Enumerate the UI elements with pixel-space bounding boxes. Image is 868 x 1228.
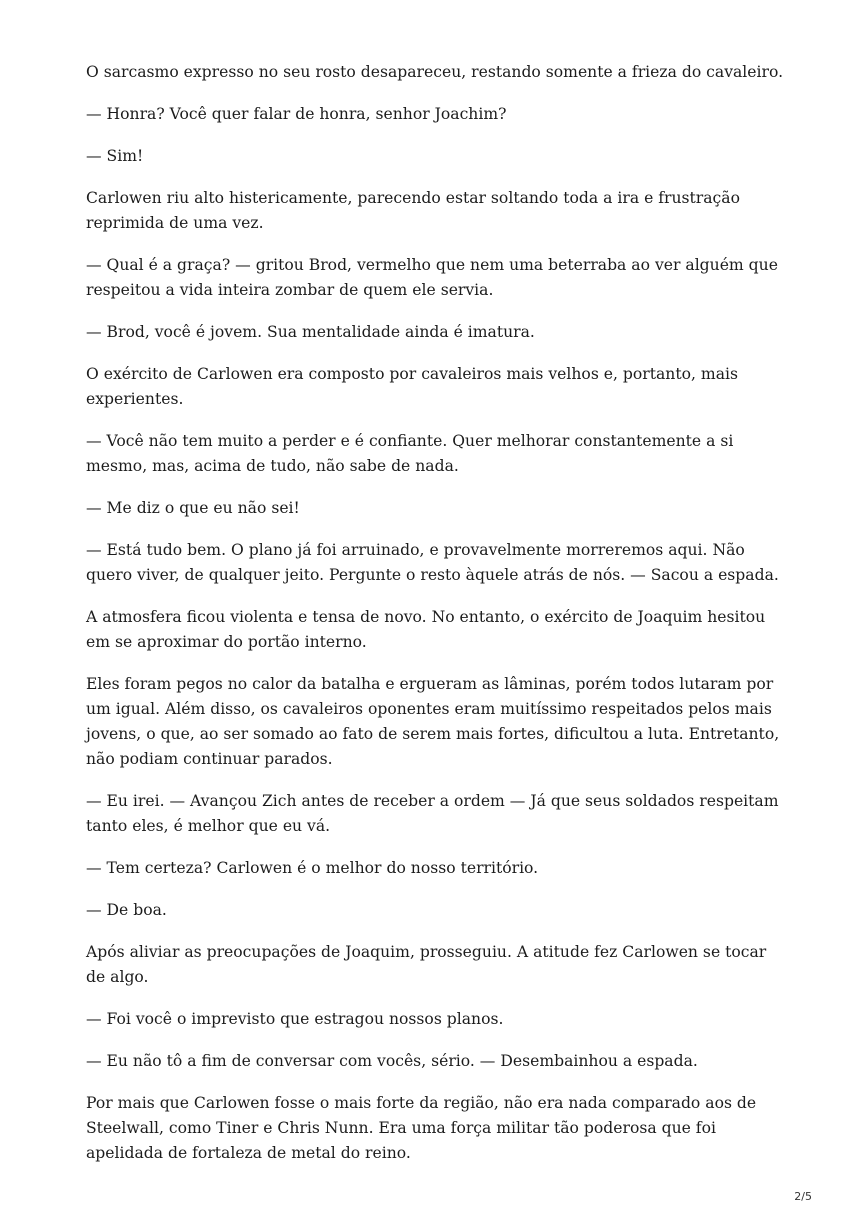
- paragraph: Após aliviar as preocupações de Joaquim, prosseguiu. A atitude fez Carlowen se tocar de algo.: [86, 943, 767, 986]
- paragraph: Carlowen riu alto histericamente, parecendo estar soltando toda a ira e frustração reprimida de uma vez.: [86, 189, 740, 232]
- page-number: 2/5: [794, 1190, 812, 1203]
- document-body: [86, 60, 786, 1183]
- paragraph: — Está tudo bem. O plano já foi arruinado, e provavelmente morreremos aqui. Não quero viver, de qualquer jeito. Pergunte o resto àquele atrás de nós. — Sacou a espada.: [86, 541, 779, 584]
- paragraph: — Brod, você é jovem. Sua mentalidade ainda é imatura.: [86, 323, 535, 341]
- paragraph: — Você não tem muito a perder e é confiante. Quer melhorar constantemente a si mesmo, mas, acima de tudo, não sabe de nada.: [86, 432, 734, 475]
- paragraph: — Tem certeza? Carlowen é o melhor do nosso território.: [86, 859, 539, 877]
- paragraph: — Qual é a graça? — gritou Brod, vermelho que nem uma beterraba ao ver alguém que respeitou a vida inteira zombar de quem ele servia.: [86, 256, 778, 299]
- paragraph: — De boa.: [86, 901, 167, 919]
- paragraph: — Me diz o que eu não sei!: [86, 499, 300, 517]
- paragraph: — Foi você o imprevisto que estragou nossos planos.: [86, 1010, 504, 1028]
- paragraph: — Sim!: [86, 147, 144, 165]
- paragraph: O sarcasmo expresso no seu rosto desapareceu, restando somente a frieza do cavaleiro.: [86, 63, 784, 81]
- paragraph: Por mais que Carlowen fosse o mais forte da região, não era nada comparado aos de Steelwall, como Tiner e Chris Nunn. Era uma força militar tão poderosa que foi apelidada de fortaleza de metal do reino.: [86, 1094, 757, 1162]
- paragraph: — Honra? Você quer falar de honra, senhor Joachim?: [86, 105, 507, 123]
- paragraph: — Eu não tô a fim de conversar com vocês, sério. — Desembainhou a espada.: [86, 1052, 698, 1070]
- paragraph: A atmosfera ficou violenta e tensa de novo. No entanto, o exército de Joaquim hesitou em se aproximar do portão interno.: [86, 608, 766, 651]
- paragraph: — Eu irei. — Avançou Zich antes de receber a ordem — Já que seus soldados respeitam tanto eles, é melhor que eu vá.: [86, 792, 779, 835]
- paragraph: Eles foram pegos no calor da batalha e ergueram as lâminas, porém todos lutaram por um igual. Além disso, os cavaleiros oponentes eram muitíssimo respeitados pelos mais jovens, o que, ao ser somado ao fato de serem mais fortes, dificultou a luta. Entretanto, não podiam continuar parados.: [86, 675, 780, 768]
- paragraph: O exército de Carlowen era composto por cavaleiros mais velhos e, portanto, mais experientes.: [86, 365, 738, 408]
